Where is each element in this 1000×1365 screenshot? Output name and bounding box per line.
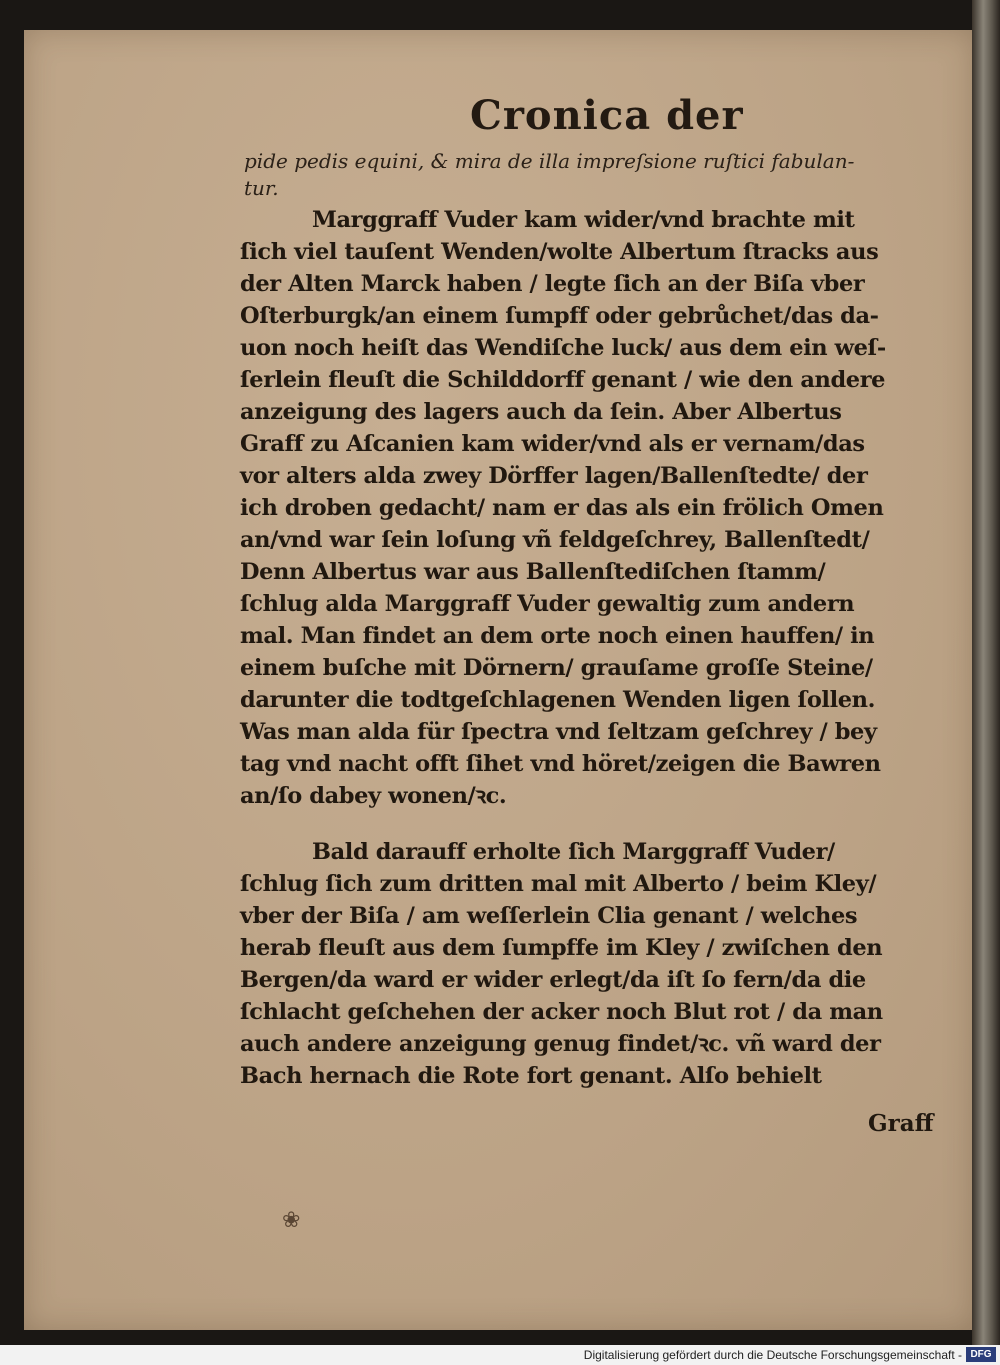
text-line: Oſterburgk/an einem ſumpff oder gebrůchet/das da-	[240, 303, 879, 329]
text-line: ſchlug alda Marggraff Vuder gewaltig zum andern	[240, 591, 855, 617]
text-line: vor alters alda zwey Dörffer lagen/Ballenſtedte/ der	[240, 463, 868, 489]
text-line: Was man alda für ſpectra vnd ſeltzam geſchrey / bey	[240, 719, 877, 745]
text-line: Bald darauff erholte ſich Marggraff Vuder/	[312, 839, 835, 865]
text-line: einem buſche mit Dörnern/ grauſame groſſe Steine/	[240, 655, 873, 681]
text-line: ſchlacht geſchehen der acker noch Blut rot / da man	[240, 999, 883, 1025]
text-line: ich droben gedacht/ nam er das als ein frölich Omen	[240, 495, 884, 521]
main-text	[240, 204, 955, 1092]
paragraph-1	[240, 204, 955, 812]
text-line: tag vnd nacht offt ſihet vnd höret/zeigen die Bawren	[240, 751, 881, 777]
text-line: ſchlug ſich zum dritten mal mit Alberto / beim Kley/	[240, 871, 877, 897]
text-line: uon noch heiſt das Wendiſche luck/ aus dem ein weſ-	[240, 335, 886, 361]
text-line: vber der Biſa / am weſſerlein Clia genant / welches	[240, 903, 858, 929]
text-line: Bergen/da ward er wider erlegt/da iſt ſo fern/da die	[240, 967, 866, 993]
text-line: herab fleuſt aus dem ſumpffe im Kley / zwiſchen den	[240, 935, 883, 961]
text-line: mal. Man findet an dem orte noch einen hauffen/ in	[240, 623, 875, 649]
text-line: ſerlein fleuſt die Schilddorff genant / wie den andere	[240, 367, 886, 393]
text-line: Marggraff Vuder kam wider/vnd brachte mit	[312, 207, 855, 233]
text-line: anzeigung des lagers auch da ſein. Aber Albertus	[240, 399, 842, 425]
text-line: auch andere anzeigung genug findet/ꝛc. vñ ward der	[240, 1031, 881, 1057]
dfg-logo: DFG	[966, 1347, 996, 1362]
footer-credit: Digitalisierung gefördert durch die Deutsche Forschungsgemeinschaft -	[583, 1348, 962, 1362]
text-line: an/ſo dabey wonen/ꝛc.	[240, 783, 507, 809]
text-line: der Alten Marck haben / legte ſich an der Biſa vber	[240, 271, 865, 297]
footer-bar	[0, 1345, 1000, 1365]
text-line: Graff zu Aſcanien kam wider/vnd als er vernam/das	[240, 431, 865, 457]
text-line: Bach hernach die Rote fort genant. Alſo behielt	[240, 1063, 822, 1089]
text-line: Denn Albertus war aus Ballenſtediſchen ſtamm/	[240, 559, 826, 585]
text-line: ſich viel tauſent Wenden/wolte Albertum ſtracks aus	[240, 239, 879, 265]
text-line: darunter die todtgeſchlagenen Wenden ligen ſollen.	[240, 687, 876, 713]
ornament-icon: ❀	[282, 1208, 301, 1233]
book-edge	[972, 0, 1000, 1345]
paragraph-2	[240, 836, 955, 1092]
latin-text	[244, 148, 954, 202]
latin-line: tur.	[244, 176, 279, 200]
running-header: Cronica der	[470, 92, 744, 139]
catchword: Graff	[868, 1110, 934, 1137]
latin-line: pide pedis equini, & mira de illa impreſsione ruſtici fabulan-	[244, 149, 855, 173]
text-line: an/vnd war ſein loſung vñ feldgeſchrey, Ballenſtedt/	[240, 527, 870, 553]
